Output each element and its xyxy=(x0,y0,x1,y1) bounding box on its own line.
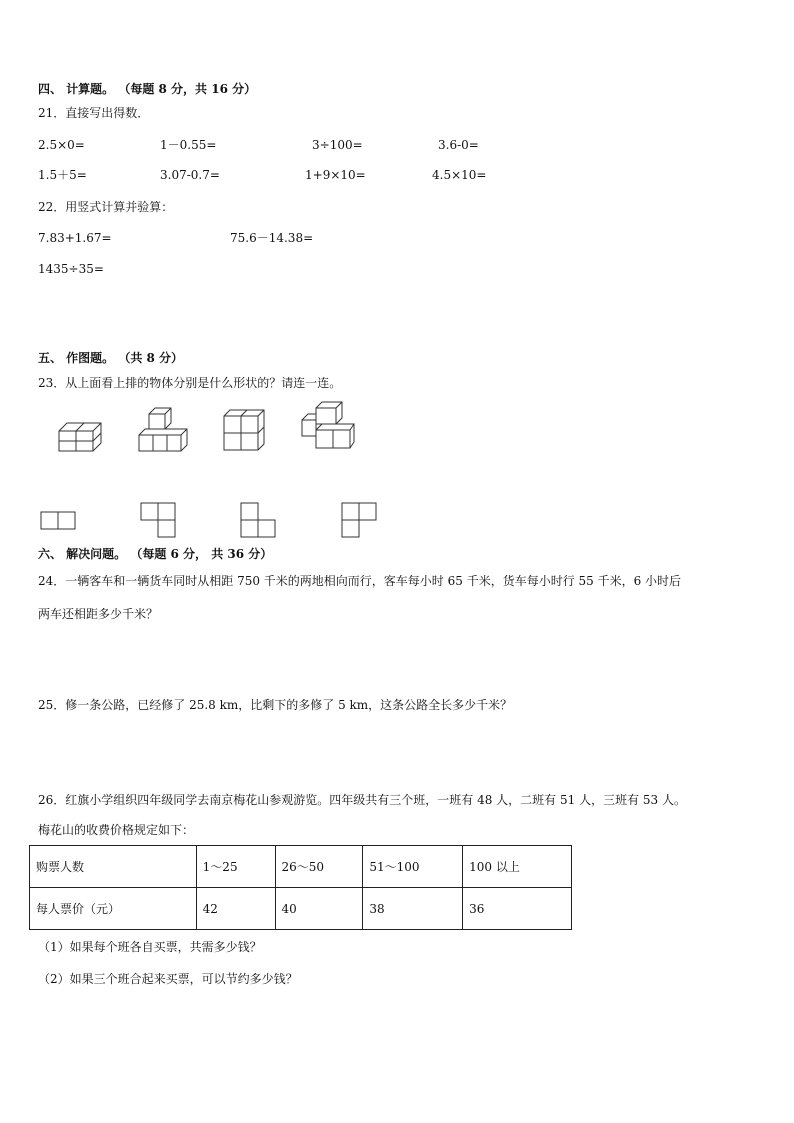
question-26-sub2: （2）如果三个班合起来买票，可以节约多少钱？ xyxy=(38,972,298,986)
top-view-shape-3 xyxy=(240,502,276,538)
question-21-prompt: 21．直接写出得数． xyxy=(38,106,150,120)
top-view-shape-2 xyxy=(140,502,176,538)
section-5-title: 五、 作图题。 （共 8 分） xyxy=(38,351,184,365)
question-26-sub1: （1）如果每个班各自买票，共需多少钱？ xyxy=(38,940,262,954)
table-cell: 购票人数 xyxy=(30,846,197,888)
fee-table xyxy=(29,845,572,930)
question-23-prompt: 23．从上面看上排的物体分别是什么形状的？请连一连。 xyxy=(38,376,342,390)
table-cell: 40 xyxy=(275,888,363,930)
question-25: 25．修一条公路，已经修了 25.8 km，比剩下的多修了 5 km，这条公路全长多少千米？ xyxy=(38,698,513,712)
section-6-title: 六、 解决问题。 （每题 6 分， 共 36 分） xyxy=(38,547,273,561)
top-view-shape-1 xyxy=(40,511,76,530)
table-row xyxy=(30,888,572,930)
table-cell: 36 xyxy=(463,888,572,930)
q21-item: 4.5×10= xyxy=(432,168,487,182)
question-24-line1: 24．一辆客车和一辆货车同时从相距 750 千米的两地相向而行，客车每小时 65 千米，货车每小时行 55 千米，6 小时后 xyxy=(38,574,682,588)
table-cell: 42 xyxy=(196,888,275,930)
table-cell: 100 以上 xyxy=(463,846,572,888)
question-24-line2: 两车还相距多少千米？ xyxy=(38,607,159,621)
q21-item: 1+9×10= xyxy=(305,168,366,182)
q21-item: 1.5＋5= xyxy=(38,168,87,182)
cube-figure-2 xyxy=(137,405,189,455)
top-view-shape-4 xyxy=(341,502,377,538)
cube-figure-4 xyxy=(300,400,355,452)
table-cell: 51～100 xyxy=(363,846,463,888)
table-cell: 每人票价（元） xyxy=(30,888,197,930)
q22-item: 7.83+1.67= xyxy=(38,231,112,245)
q21-item: 1－0.55= xyxy=(160,138,217,152)
q21-item: 3.07-0.7= xyxy=(160,168,220,182)
q21-item: 2.5×0= xyxy=(38,138,85,152)
question-26-line1: 26．红旗小学组织四年级同学去南京梅花山参观游览。四年级共有三个班，一班有 48 人，二班有 51 人，三班有 53 人。 xyxy=(38,793,686,807)
q21-item: 3÷100= xyxy=(312,138,363,152)
table-cell: 38 xyxy=(363,888,463,930)
q22-item: 75.6－14.38= xyxy=(230,231,314,245)
question-22-prompt: 22．用竖式计算并验算： xyxy=(38,200,174,214)
q22-item: 1435÷35= xyxy=(38,262,104,276)
table-row xyxy=(30,846,572,888)
question-26-line2: 梅花山的收费价格规定如下： xyxy=(38,823,195,837)
cube-figure-3 xyxy=(222,408,266,452)
section-4-title: 四、 计算题。 （每题 8 分，共 16 分） xyxy=(38,82,257,96)
q21-item: 3.6-0= xyxy=(438,138,479,152)
table-cell: 26～50 xyxy=(275,846,363,888)
cube-figure-1 xyxy=(55,415,105,452)
table-cell: 1～25 xyxy=(196,846,275,888)
